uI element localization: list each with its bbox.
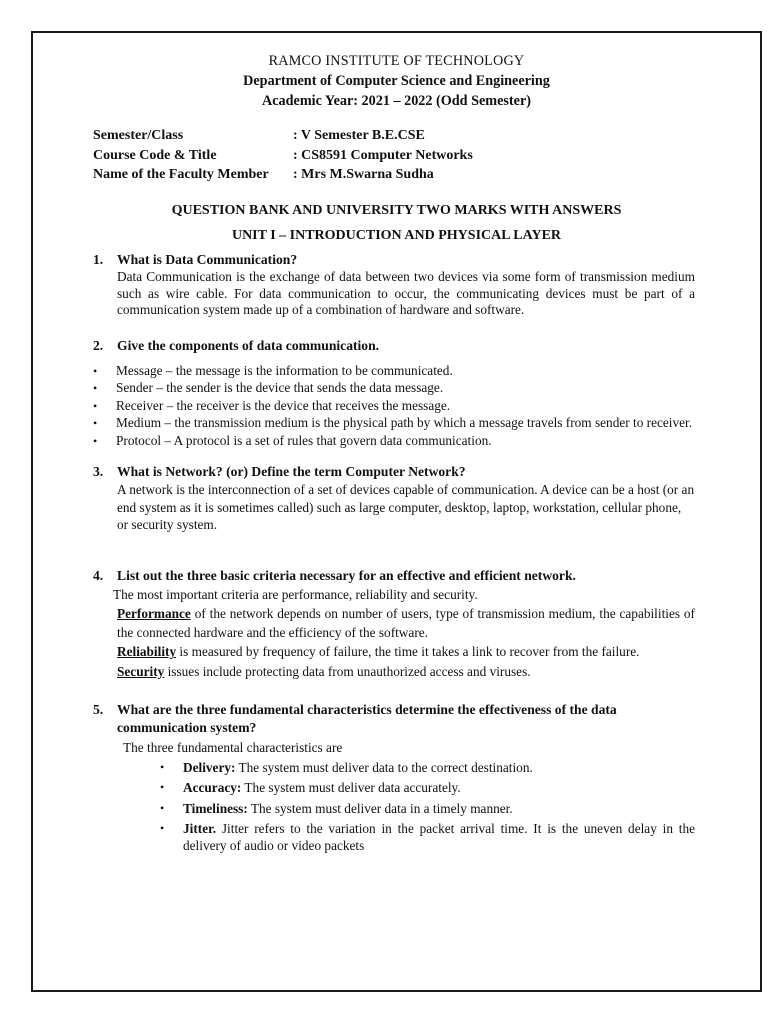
answer-intro: The three fundamental characteristics are — [123, 739, 343, 755]
bullet-icon: • — [93, 398, 98, 413]
list-item-text: Protocol – A protocol is a set of rules that govern data communication. — [116, 432, 492, 448]
question-heading — [93, 337, 695, 355]
reliability-text: is measured by frequency of failure, the time it takes a link to recover from the failure. — [176, 644, 640, 660]
item-text: Jitter refers to the variation in the packet arrival time. It is the uneven delay in the delivery of audio or video packets — [183, 821, 695, 854]
list-item — [93, 415, 695, 432]
security-text: issues include protecting data from unauthorized access and viruses. — [164, 663, 531, 679]
list-item — [160, 758, 695, 778]
question-1 — [93, 251, 695, 319]
doc-title: QUESTION BANK AND UNIVERSITY TWO MARKS WITH ANSWERS — [171, 203, 622, 218]
question-heading — [93, 701, 695, 737]
security-term: Security — [117, 663, 165, 679]
security-paragraph — [117, 662, 695, 681]
meta-value: : Mrs M.Swarna Sudha — [293, 167, 434, 182]
meta-value: : V Semester B.E.CSE — [293, 128, 425, 143]
institute-name: RAMCO INSTITUTE OF TECHNOLOGY — [268, 53, 525, 69]
bullet-icon: • — [93, 381, 98, 395]
unit-title: UNIT I – INTRODUCTION AND PHYSICAL LAYER — [231, 228, 562, 243]
question-4 — [93, 567, 695, 681]
list-item — [160, 819, 695, 854]
meta-label: Course Code & Title — [93, 147, 217, 163]
list-item — [160, 778, 695, 798]
item-text: The system must deliver data to the correct destination. — [235, 759, 533, 775]
academic-year: Academic Year: 2021 – 2022 (Odd Semester) — [262, 93, 531, 109]
bullet-icon: • — [160, 780, 165, 795]
question-number: 2. — [93, 337, 104, 353]
list-item-text — [183, 819, 695, 854]
item-term: Accuracy: — [183, 780, 242, 796]
list-item-text — [183, 799, 695, 819]
question-number: 4. — [93, 567, 104, 583]
list-item-text: Medium – the transmission medium is the physical path by which a message travels from sender to receiver. — [116, 415, 693, 430]
bullet-list — [160, 758, 695, 855]
list-item — [160, 799, 695, 819]
bullet-icon: • — [160, 800, 165, 815]
item-text: The system must deliver data in a timely manner. — [247, 800, 513, 816]
meta-label: Semester/Class — [93, 128, 184, 143]
list-item — [93, 398, 695, 415]
question-number: 1. — [93, 252, 104, 267]
question-heading — [93, 567, 695, 585]
question-text: What is Network? (or) Define the term Computer Network? — [117, 464, 466, 479]
question-heading — [93, 251, 695, 269]
bullet-icon: • — [93, 433, 98, 448]
bullet-icon: • — [93, 363, 98, 378]
question-3 — [93, 463, 695, 534]
meta-row-course — [93, 146, 473, 166]
performance-term: Performance — [117, 605, 191, 621]
meta-row-faculty — [93, 165, 473, 185]
list-item-text — [183, 758, 695, 778]
question-number: 3. — [93, 464, 104, 479]
question-text: Give the components of data communication. — [117, 337, 380, 353]
list-item-text: Message – the message is the information to be communicated. — [116, 362, 453, 378]
course-meta — [93, 126, 473, 185]
item-term: Delivery: — [183, 759, 236, 775]
item-term: Jitter. — [183, 821, 217, 837]
reliability-paragraph — [117, 642, 695, 661]
performance-paragraph — [117, 604, 695, 643]
list-item — [93, 363, 695, 380]
question-text: List out the three basic criteria necessary for an effective and efficient network. — [117, 567, 576, 583]
reliability-term: Reliability — [117, 644, 177, 660]
item-term: Timeliness: — [183, 800, 248, 816]
question-5 — [93, 701, 695, 855]
list-item-text — [183, 778, 695, 798]
question-text: What are the three fundamental characteristics determine the effectiveness of the data communication system? — [117, 701, 617, 735]
bullet-icon: • — [160, 759, 165, 774]
question-text: What is Data Communication? — [117, 252, 298, 267]
meta-value: : CS8591 Computer Networks — [293, 147, 473, 163]
list-item — [93, 433, 695, 450]
bullet-icon: • — [93, 416, 98, 430]
question-heading — [93, 463, 695, 481]
department-name: Department of Computer Science and Engineering — [243, 73, 550, 89]
document-titles — [31, 201, 762, 251]
list-item-text: Sender – the sender is the device that sends the data message. — [116, 380, 444, 395]
answer-intro: The most important criteria are performance, reliability and security. — [113, 586, 478, 602]
answer-text: Data Communication is the exchange of data between two devices via some form of transmission medium such as wire cable. For data communication to occur, the communicating devices must be part of a communication system made up of a combination of hardware and software. — [117, 269, 695, 317]
document-header — [31, 51, 762, 111]
item-text: The system must deliver data accurately. — [241, 780, 461, 796]
bullet-icon: • — [160, 821, 165, 836]
bullet-list — [93, 363, 695, 450]
question-2 — [93, 337, 695, 450]
meta-row-semester — [93, 126, 473, 146]
performance-text: of the network depends on number of users, type of transmission medium, the capabilities of the connected hardware and the efficiency of the software. — [117, 605, 695, 641]
list-item-text: Receiver – the receiver is the device that receives the message. — [116, 397, 451, 413]
question-list — [93, 251, 695, 855]
answer-block — [93, 585, 695, 681]
list-item — [93, 380, 695, 397]
question-number: 5. — [93, 701, 104, 717]
answer-text: A network is the interconnection of a set of devices capable of communication. A device can be a host (or an end system as it is sometimes called) such as large computer, desktop, laptop, workstation, cellular phone, or security system. — [117, 482, 695, 532]
meta-label: Name of the Faculty Member — [93, 167, 269, 182]
